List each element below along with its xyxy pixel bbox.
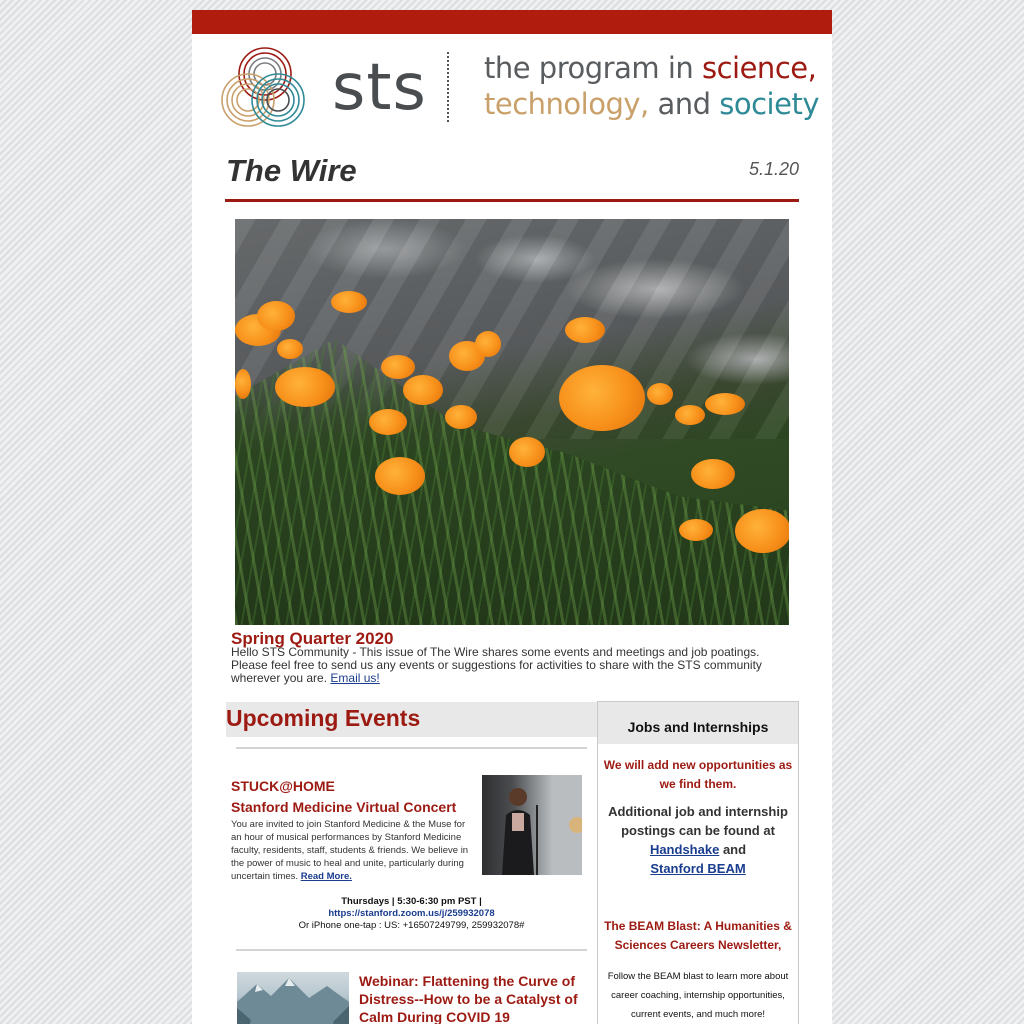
webinar-mountain-image xyxy=(237,972,349,1024)
jobs-note: We will add new opportunities as we find them. xyxy=(603,758,793,791)
event-divider xyxy=(236,747,587,749)
event-description-text: You are invited to join Stanford Medicine & the Muse for an hour of musical performances by Stanford Medicine faculty, residents, staff, students & friends. We believe in the power of music to heal and unite, particularly during uncertain times. xyxy=(231,819,469,882)
mountain-landscape-icon xyxy=(237,972,349,1024)
event-schedule xyxy=(236,896,587,932)
events-heading: Upcoming Events xyxy=(226,705,421,731)
poppy-flower xyxy=(559,365,645,431)
poppy-flower xyxy=(565,317,605,343)
poppy-flower xyxy=(691,459,735,489)
poppy-flower xyxy=(705,393,745,415)
event-kicker: STUCK@HOME xyxy=(231,778,335,794)
poppy-flower xyxy=(369,409,407,435)
newsletter-frame xyxy=(192,10,832,1024)
tagline-science: science, xyxy=(701,51,817,85)
event-title[interactable]: Stanford Medicine Virtual Concert xyxy=(231,799,457,815)
jobs-sidebar xyxy=(597,701,799,1024)
jobs-more-info xyxy=(603,802,793,878)
tagline-prefix: the program in xyxy=(484,51,694,85)
event-divider xyxy=(236,949,587,951)
tagline-and: and xyxy=(657,87,711,121)
logo-divider xyxy=(447,52,449,122)
poppy-flower xyxy=(381,355,415,379)
concert-performer-image xyxy=(482,775,582,875)
jobs-heading: Jobs and Internships xyxy=(627,719,769,735)
read-more-link[interactable]: Read More. xyxy=(300,871,352,882)
poppy-flower xyxy=(475,331,501,357)
title-divider xyxy=(225,199,799,202)
tagline-society: society xyxy=(719,87,819,121)
handshake-link[interactable]: Handshake xyxy=(649,842,720,857)
logo-wordmark: sts xyxy=(332,51,427,125)
stanford-beam-link[interactable]: Stanford BEAM xyxy=(650,861,746,876)
event-time: Thursdays | 5:30-6:30 pm PST | xyxy=(341,896,482,907)
poppy-flower xyxy=(235,369,251,399)
sts-logo-rings-icon xyxy=(218,44,310,128)
top-bar xyxy=(192,10,832,34)
tagline-technology: technology, xyxy=(484,87,649,121)
section-heading-spring: Spring Quarter 2020 xyxy=(231,629,394,648)
poppy-flower xyxy=(277,339,303,359)
intro-text: Hello STS Community - This issue of The Wire shares some events and meetings and job poatings. Please feel free to send us any events or suggestions for activities to share with the STS community wherever you are. xyxy=(231,645,762,685)
poppy-flower xyxy=(679,519,713,541)
beam-blast-description: Follow the BEAM blast to learn more about career coaching, internship opportunities, current events, and much more! xyxy=(607,971,789,1020)
jobs-more-text: Additional job and internship postings can be found at xyxy=(608,804,788,838)
event-title[interactable]: Webinar: Flattening the Curve of Distress--How to be a Catalyst of Calm During COVID 19 xyxy=(359,973,578,1024)
poppy-flower xyxy=(403,375,443,405)
intro-paragraph xyxy=(231,646,791,685)
event-phone: Or iPhone one-tap : US: +16507249799, 259932078# xyxy=(298,920,525,931)
poppy-flower xyxy=(735,509,789,553)
zoom-link[interactable]: https://stanford.zoom.us/j/259932078 xyxy=(328,908,495,919)
email-us-link[interactable]: Email us! xyxy=(330,671,380,685)
tagline xyxy=(484,50,819,122)
performer-figure-icon xyxy=(482,775,582,875)
poppy-flower xyxy=(445,405,477,429)
poppy-flower xyxy=(257,301,295,331)
event-description xyxy=(231,818,471,883)
poppy-flower xyxy=(331,291,367,313)
jobs-and-text: and xyxy=(722,842,747,857)
poppy-flower xyxy=(647,383,673,405)
newsletter-title: The Wire xyxy=(226,153,357,188)
poppy-flower xyxy=(675,405,705,425)
poppy-flower xyxy=(275,367,335,407)
issue-date: 5.1.20 xyxy=(749,159,800,179)
hero-poppies-image xyxy=(235,219,789,625)
poppy-flower xyxy=(509,437,545,467)
beam-blast-heading[interactable]: The BEAM Blast: A Humanities & Sciences Careers Newsletter, xyxy=(604,919,792,952)
poppy-flower xyxy=(375,457,425,495)
